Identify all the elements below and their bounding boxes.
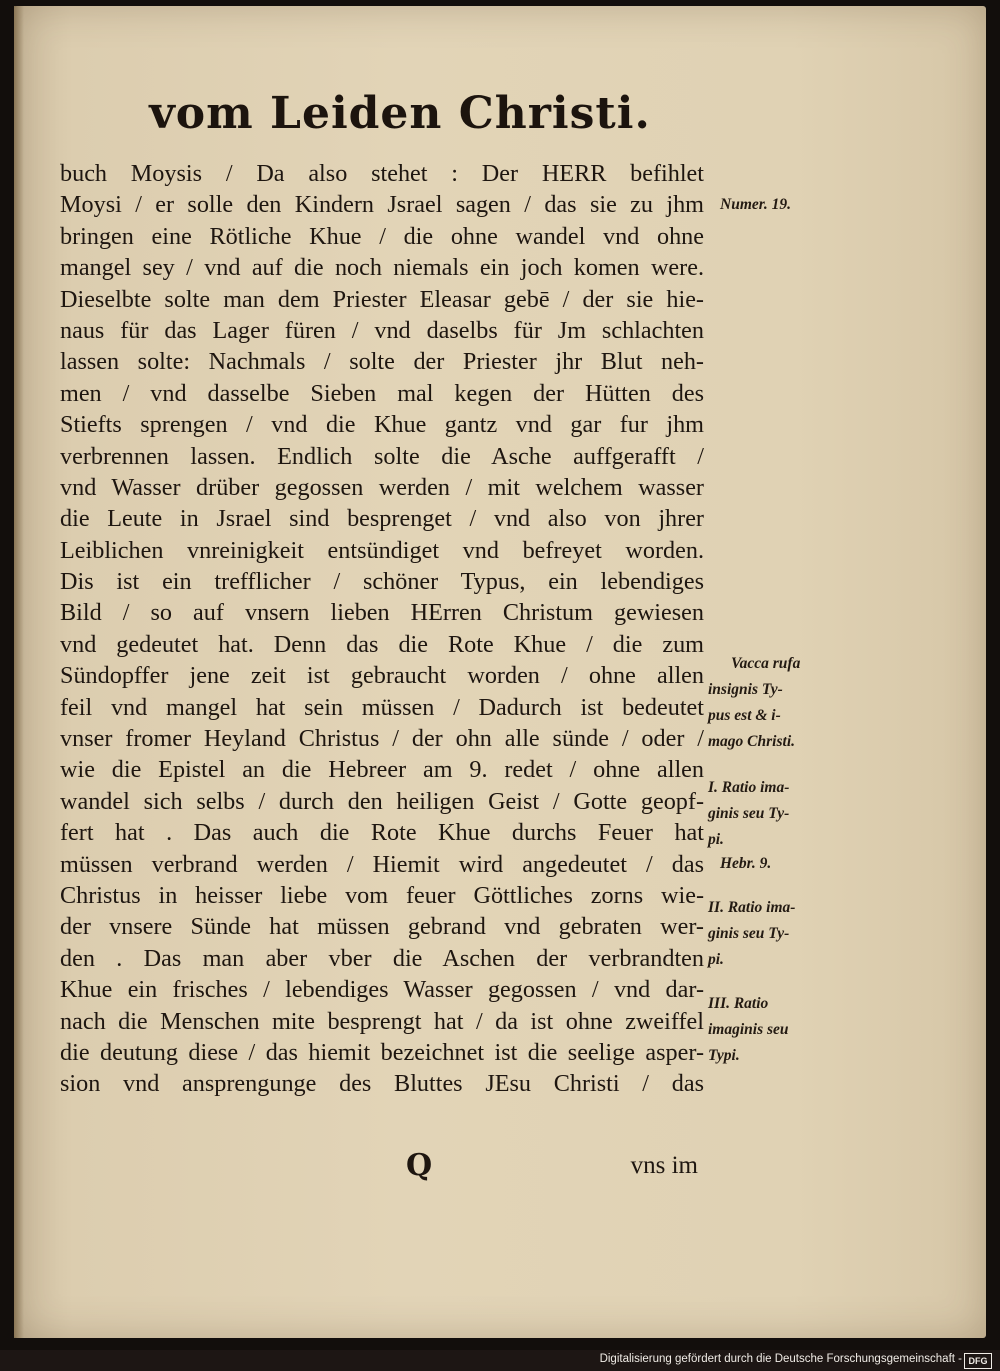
text-line: den . Das man aber vber die Aschen der verbrandten bbox=[60, 944, 704, 972]
margin-note: II. Ratio ima- bbox=[708, 899, 796, 916]
running-head: vom Leiden Christi. bbox=[149, 88, 651, 139]
margin-note: pi. bbox=[708, 831, 724, 848]
margin-note: Vacca rufa bbox=[731, 655, 801, 672]
dfg-logo: DFG bbox=[964, 1353, 992, 1369]
text-line: verbrennen lassen. Endlich solte die Asche auffgerafft / bbox=[60, 442, 704, 470]
margin-note: insignis Ty- bbox=[708, 681, 783, 698]
text-line: Khue ein frisches / lebendiges Wasser gegossen / vnd dar- bbox=[60, 976, 704, 1004]
text-line: der vnsere Sünde hat müssen gebrand vnd gebraten wer- bbox=[60, 913, 704, 941]
body-text-column bbox=[60, 158, 704, 1100]
margin-note: pi. bbox=[708, 951, 724, 968]
text-line: Stiefts sprengen / vnd die Khue gantz vnd gar fur jhm bbox=[60, 411, 704, 439]
text-line: naus für das Lager füren / vnd daselbs für Jm schlachten bbox=[60, 316, 704, 344]
text-line: die Leute in Jsrael sind besprenget / vnd also von jhrer bbox=[60, 505, 704, 533]
text-line: fert hat . Das auch die Rote Khue durchs Feuer hat bbox=[60, 819, 704, 847]
margin-note: ginis seu Ty- bbox=[708, 805, 790, 822]
text-line: Christus in heisser liebe vom feuer Göttliches zorns wie- bbox=[60, 881, 704, 909]
text-line: Sündopffer jene zeit ist gebraucht worden / ohne allen bbox=[60, 662, 704, 690]
page-footer-line bbox=[60, 1148, 704, 1188]
margin-note: Hebr. 9. bbox=[720, 855, 772, 872]
text-line: Dieselbte solte man dem Priester Eleasar gebē / der sie hie- bbox=[60, 285, 704, 313]
text-line: lassen solte: Nachmals / solte der Priester jhr Blut neh- bbox=[60, 348, 704, 376]
text-line: vnd Wasser drüber gegossen werden / mit welchem wasser bbox=[60, 473, 704, 501]
text-line: men / vnd dasselbe Sieben mal kegen der Hütten des bbox=[60, 379, 704, 407]
funding-credit: Digitalisierung gefördert durch die Deutsche Forschungsgemeinschaft - bbox=[599, 1353, 962, 1365]
text-line: Moysi / er solle den Kindern Jsrael sagen / das sie zu jhm bbox=[60, 191, 704, 219]
text-line: die deutung diese / das hiemit bezeichnet ist die seelige asper- bbox=[60, 1038, 704, 1066]
margin-note: mago Christi. bbox=[708, 733, 795, 750]
text-line: wandel sich selbs / durch den heiligen Geist / Gotte geopf- bbox=[60, 787, 704, 815]
text-line: müssen verbrand werden / Hiemit wird angedeutet / das bbox=[60, 850, 704, 878]
text-line: vnd gedeutet hat. Denn das die Rote Khue / die zum bbox=[60, 630, 704, 658]
text-line: Bild / so auf vnsern lieben HErren Christum gewiesen bbox=[60, 599, 704, 627]
text-line: wie die Epistel an die Hebreer am 9. redet / ohne allen bbox=[60, 756, 704, 784]
text-line: feil vnd mangel hat sein müssen / Dadurch ist bedeutet bbox=[60, 693, 704, 721]
margin-note: Numer. 19. bbox=[720, 196, 792, 213]
signature-mark: Q bbox=[406, 1148, 433, 1183]
text-line: sion vnd ansprengunge des Bluttes JEsu Christi / das bbox=[60, 1070, 704, 1098]
catchword: vns im bbox=[630, 1152, 698, 1179]
text-line: Leiblichen vnreinigkeit entsündiget vnd befreyet worden. bbox=[60, 536, 704, 564]
margin-note: I. Ratio ima- bbox=[708, 779, 790, 796]
text-line: buch Moysis / Da also stehet : Der HERR befihlet bbox=[60, 160, 704, 187]
text-line: vnser fromer Heyland Christus / der ohn alle sünde / oder / bbox=[60, 725, 704, 753]
text-line: nach die Menschen mite besprengt hat / da ist ohne zweiffel bbox=[60, 1007, 704, 1035]
margin-note: ginis seu Ty- bbox=[708, 925, 790, 942]
margin-note: imaginis seu bbox=[708, 1021, 789, 1038]
margin-note: III. Ratio bbox=[708, 995, 769, 1012]
text-line: bringen eine Rötliche Khue / die ohne wandel vnd ohne bbox=[60, 222, 704, 250]
page-gutter-shadow bbox=[14, 6, 24, 1338]
text-line: Dis ist ein trefflicher / schöner Typus, ein lebendiges bbox=[60, 568, 704, 596]
margin-note: pus est & i- bbox=[708, 707, 781, 724]
margin-note: Typi. bbox=[708, 1047, 740, 1064]
viewer-footer-bar bbox=[0, 1350, 1000, 1371]
text-line: mangel sey / vnd auf die noch niemals ein joch komen were. bbox=[60, 254, 704, 282]
